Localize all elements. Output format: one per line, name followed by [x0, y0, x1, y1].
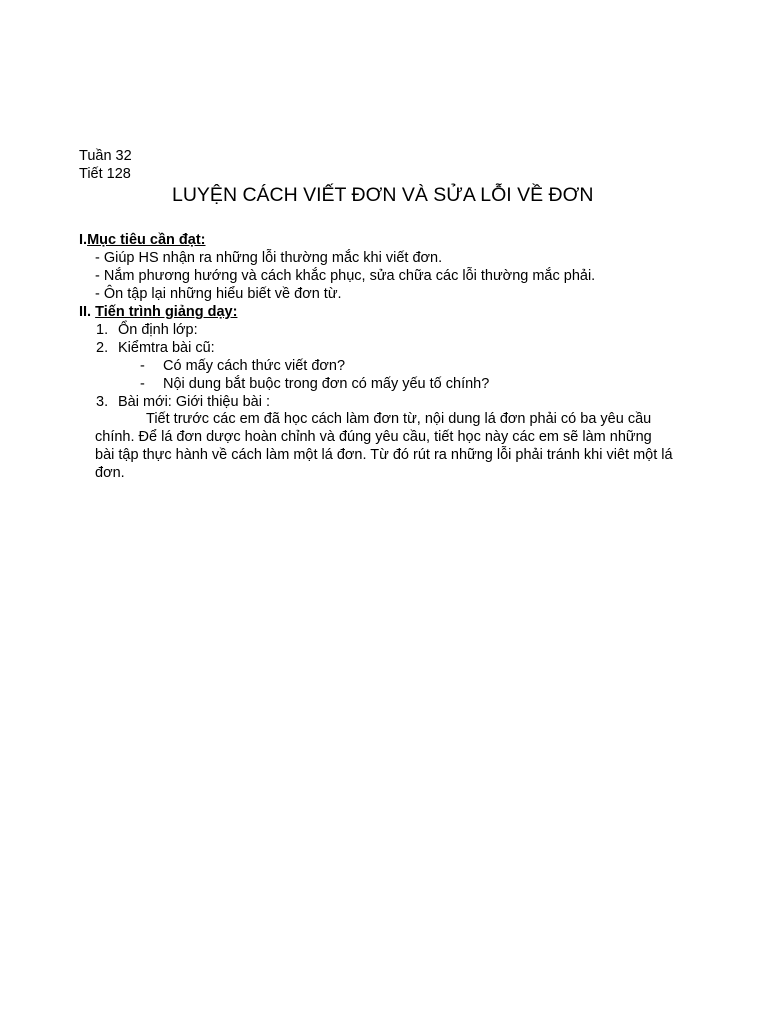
- document-title: LUYỆN CÁCH VIẾT ĐƠN VÀ SỬA LỖI VỀ ĐƠN: [172, 184, 594, 206]
- section2-heading: Tiến trình giảng dạy:: [95, 304, 238, 320]
- step-text: Bài mới: Giới thiệu bài :: [118, 394, 270, 410]
- question-text: Nội dung bắt buộc trong đơn có mấy yếu tố chính?: [163, 376, 490, 392]
- intro-paragraph-line: đơn.: [95, 465, 125, 481]
- section1-prefix: I.: [79, 232, 88, 248]
- step-number: 2.: [96, 340, 109, 356]
- step-number: 3.: [96, 394, 109, 410]
- period-label: Tiết 128: [79, 166, 131, 182]
- step-item: [96, 393, 108, 411]
- intro-paragraph-line: chính. Để lá đơn dược hoàn chỉnh và đúng yêu cầu, tiết học này các em sẽ làm những: [95, 429, 652, 445]
- step-item: [96, 339, 108, 357]
- question-dash: -: [140, 358, 145, 374]
- week-label: Tuần 32: [79, 148, 132, 164]
- objective-item: - Ôn tập lại những hiểu biết về đơn từ.: [95, 286, 342, 302]
- section1-heading-line: [79, 231, 206, 249]
- intro-paragraph-line: bài tập thực hành về cách làm một lá đơn. Từ đó rút ra những lỗi phải tránh khi viêt một lá: [95, 447, 673, 463]
- objective-item: - Giúp HS nhận ra những lỗi thường mắc khi viết đơn.: [95, 250, 443, 266]
- step-number: 1.: [96, 322, 109, 338]
- section2-heading-line: [79, 303, 237, 321]
- step-text: Kiểmtra bài cũ:: [118, 340, 215, 356]
- section1-heading: Mục tiêu cần đạt:: [87, 232, 206, 248]
- step-text: Ổn định lớp:: [118, 322, 198, 338]
- step-item: [96, 321, 108, 339]
- section2-prefix: II.: [79, 304, 92, 320]
- question-text: Có mấy cách thức viết đơn?: [163, 358, 346, 374]
- objective-item: - Nắm phương hướng và cách khắc phục, sửa chữa các lỗi thường mắc phải.: [95, 268, 596, 284]
- intro-paragraph-line: Tiết trước các em đã học cách làm đơn từ, nội dung lá đơn phải có ba yêu cầu: [146, 411, 652, 427]
- question-dash: -: [140, 376, 145, 392]
